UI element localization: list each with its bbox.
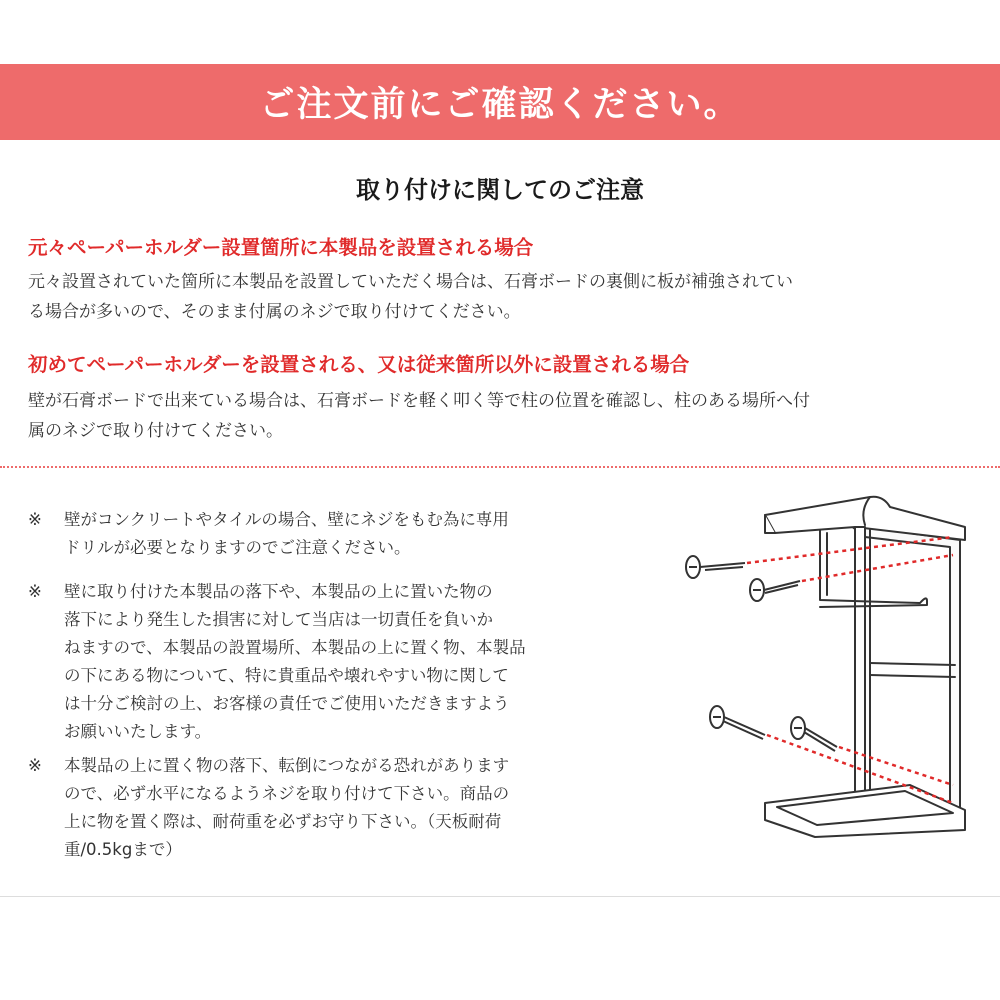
note-mark: ※ [28,582,42,601]
case-body-existing-location [28,267,978,327]
banner [0,64,1000,140]
text-line: お願いいたします。 [64,722,212,741]
screw-icon [750,579,800,601]
dotted-divider [0,466,1000,468]
text-line: 壁がコンクリートやタイルの場合、壁にネジをもむ為に専用 [64,510,509,529]
text-line: 落下により発生した損害に対して当店は一切責任を負いか [64,610,493,629]
text-line: る場合が多いので、そのまま付属のネジで取り付けてください。 [28,302,521,322]
case-body-new-location [28,386,978,446]
screw-icon [710,706,765,739]
text-line: 重/0.5kgまで） [64,840,182,859]
note-concrete-tile [28,506,638,562]
text-line: ので、必ず水平になるようネジを取り付けて下さい。商品の [64,784,510,803]
text-line: 壁に取り付けた本製品の落下や、本製品の上に置いた物の [64,582,493,601]
note-liability [28,578,638,746]
note-text [64,506,638,562]
bottom-divider [0,896,1000,897]
note-text [64,578,638,746]
text-line: 元々設置されていた箇所に本製品を設置していただく場合は、石膏ボードの裏側に板が補強されてい [28,272,793,292]
note-text [64,752,638,864]
text-line: ドリルが必要となりますのでご注意ください。 [64,538,411,557]
case-title-new-location: 初めてペーパーホルダーを設置される、又は従来箇所以外に設置される場合 [28,353,690,376]
text-line: 本製品の上に置く物の落下、転倒につながる恐れがあります [64,756,510,775]
text-line: 属のネジで取り付けてください。 [28,421,283,441]
screw-icon [686,556,745,578]
wall-mount-diagram [665,485,1000,850]
text-line: は十分ご検討の上、お客様の責任でご使用いただきますよう [64,694,510,713]
text-line: 壁が石膏ボードで出来ている場合は、石膏ボードを軽く叩く等で柱の位置を確認し、柱のある場所へ付 [28,391,810,411]
text-line: 上に物を置く際は、耐荷重を必ずお守り下さい。（天板耐荷 [64,812,502,831]
text-line: の下にある物について、特に貴重品や壊れやすい物に関して [64,666,509,685]
note-mark: ※ [28,756,42,775]
note-mark: ※ [28,510,42,529]
case-title-existing-location: 元々ペーパーホルダー設置箇所に本製品を設置される場合 [28,236,534,259]
text-line: ねますので、本製品の設置場所、本製品の上に置く物、本製品 [64,638,526,657]
banner-title: ご注文前にご確認ください。 [259,85,741,125]
section-heading: 取り付けに関してのご注意 [356,176,644,204]
note-leveling [28,752,638,864]
holder-diagram-icon [665,485,1000,850]
